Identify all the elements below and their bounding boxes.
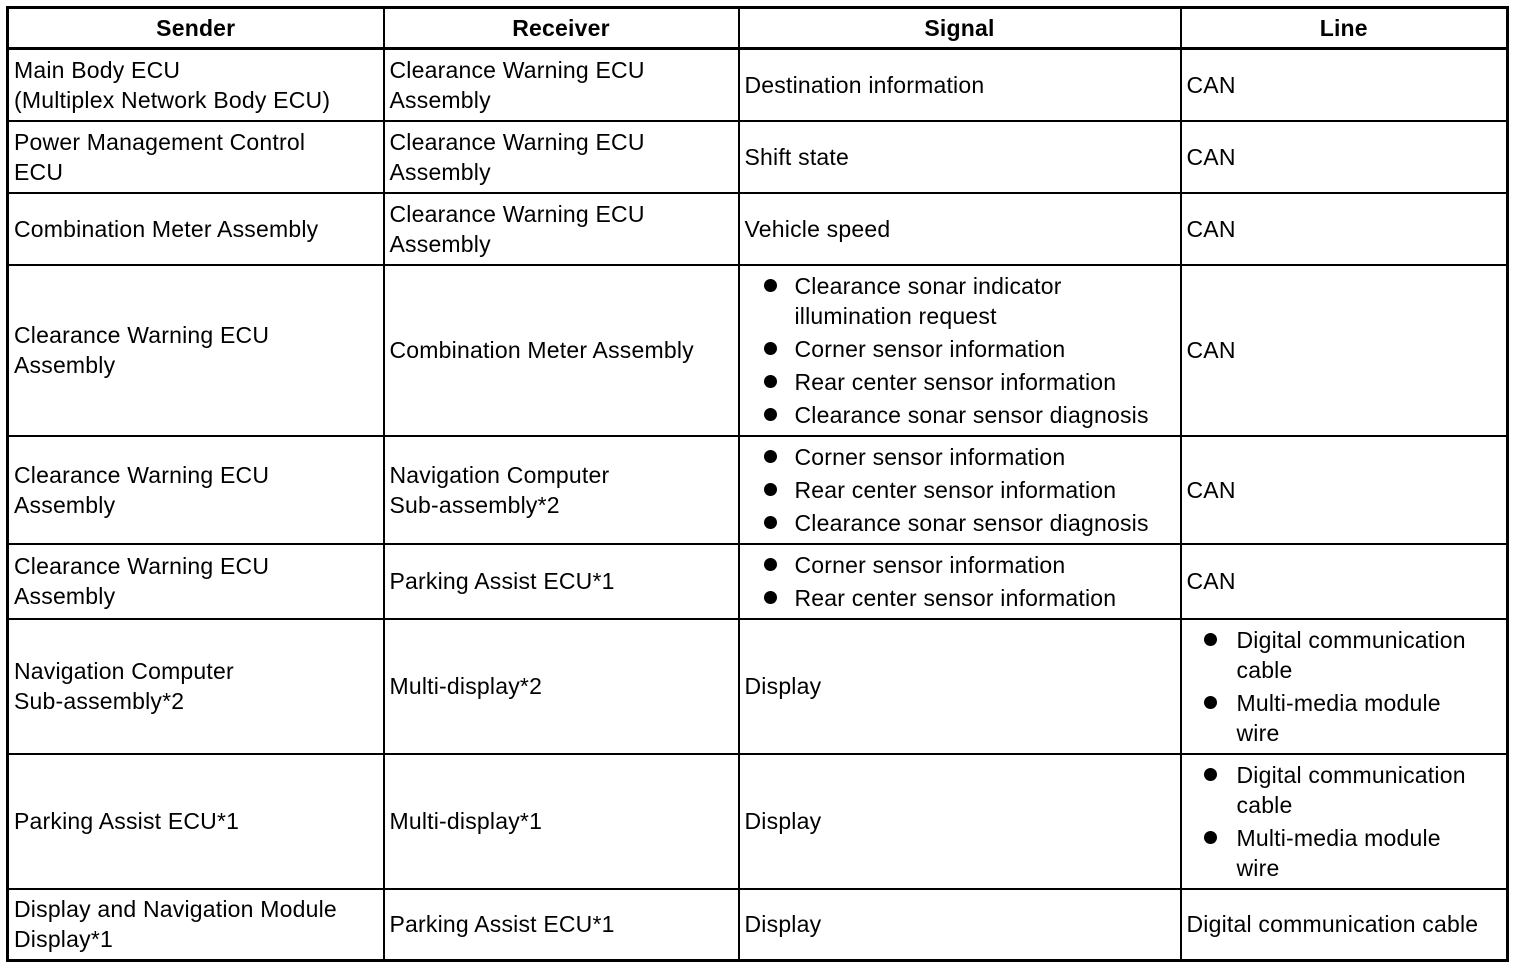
sender-text: Power Management Control ECU xyxy=(14,128,306,185)
bullet-icon xyxy=(1204,831,1217,844)
signal-item-text: Clearance sonar sensor diagnosis xyxy=(794,401,1149,428)
header-row xyxy=(8,8,1508,49)
signal-item-text: Rear center sensor information xyxy=(794,584,1117,611)
receiver-cell xyxy=(384,619,739,754)
table-row xyxy=(8,193,1508,265)
list-item xyxy=(745,583,1175,613)
receiver-cell xyxy=(384,544,739,619)
line-item-text: Multi-media module wire xyxy=(1236,824,1441,881)
receiver-cell xyxy=(384,754,739,889)
list-item xyxy=(1187,625,1502,685)
signal-text: Display xyxy=(744,808,822,834)
line-text: CAN xyxy=(1186,143,1236,170)
signal-item-text: Corner sensor information xyxy=(794,443,1066,470)
bullet-icon xyxy=(764,483,777,496)
sender-text: Clearance Warning ECU Assembly xyxy=(14,461,270,518)
sender-cell xyxy=(8,121,384,193)
sender-cell xyxy=(8,544,384,619)
line-cell xyxy=(1181,754,1508,889)
signal-item-text: Rear center sensor information xyxy=(794,368,1117,395)
bullet-icon xyxy=(764,375,777,388)
table-row xyxy=(8,619,1508,754)
line-cell xyxy=(1181,193,1508,265)
sender-text: Parking Assist ECU*1 xyxy=(14,808,240,834)
signal-cell xyxy=(739,889,1181,961)
sender-text: Clearance Warning ECU Assembly xyxy=(14,322,270,378)
sender-text: Combination Meter Assembly xyxy=(14,215,319,242)
sender-cell xyxy=(8,265,384,436)
signal-text: Display xyxy=(744,673,822,699)
bullet-icon xyxy=(1204,633,1217,646)
line-text: CAN xyxy=(1186,568,1236,594)
signal-cell xyxy=(739,754,1181,889)
receiver-text: Multi-display*1 xyxy=(389,808,543,834)
signal-cell xyxy=(739,619,1181,754)
header-receiver: Receiver xyxy=(384,8,739,49)
header-line: Line xyxy=(1181,8,1508,49)
sender-cell xyxy=(8,436,384,544)
list-item xyxy=(745,442,1175,472)
sender-cell xyxy=(8,49,384,121)
sender-cell xyxy=(8,193,384,265)
line-text: CAN xyxy=(1186,476,1236,503)
signal-cell xyxy=(739,121,1181,193)
receiver-text: Clearance Warning ECU Assembly xyxy=(389,128,645,185)
signal-cell xyxy=(739,544,1181,619)
line-cell xyxy=(1181,49,1508,121)
receiver-text: Navigation Computer Sub-assembly*2 xyxy=(389,461,610,518)
signal-bullet-list xyxy=(745,442,1175,538)
list-item xyxy=(745,475,1175,505)
signal-item-text: Corner sensor information xyxy=(794,335,1066,362)
list-item xyxy=(745,400,1175,430)
table-header xyxy=(8,8,1508,49)
receiver-text: Parking Assist ECU*1 xyxy=(389,911,615,938)
list-item xyxy=(1187,823,1502,883)
signal-item-text: Rear center sensor information xyxy=(794,476,1117,503)
bullet-icon xyxy=(764,408,777,421)
bullet-icon xyxy=(1204,768,1217,781)
line-item-text: Digital communication cable xyxy=(1236,761,1466,818)
communication-table xyxy=(6,6,1509,962)
sender-cell xyxy=(8,754,384,889)
signal-text: Shift state xyxy=(744,143,849,170)
line-text: CAN xyxy=(1186,337,1236,363)
receiver-cell xyxy=(384,193,739,265)
line-cell xyxy=(1181,121,1508,193)
receiver-cell xyxy=(384,49,739,121)
signal-text: Destination information xyxy=(744,71,985,98)
header-sender: Sender xyxy=(8,8,384,49)
list-item xyxy=(745,550,1175,580)
table-row xyxy=(8,544,1508,619)
bullet-icon xyxy=(764,279,777,292)
line-cell xyxy=(1181,436,1508,544)
signal-cell xyxy=(739,436,1181,544)
signal-item-text: Corner sensor information xyxy=(794,551,1066,578)
signal-text: Display xyxy=(744,911,822,938)
receiver-cell xyxy=(384,436,739,544)
bullet-icon xyxy=(764,591,777,604)
table-row xyxy=(8,754,1508,889)
signal-item-text: Clearance sonar indicator illumination request xyxy=(794,272,1062,329)
list-item xyxy=(745,508,1175,538)
line-bullet-list xyxy=(1187,760,1502,883)
line-cell xyxy=(1181,544,1508,619)
line-text: CAN xyxy=(1186,71,1236,98)
sender-text: Navigation Computer Sub-assembly*2 xyxy=(14,658,234,714)
sender-cell xyxy=(8,619,384,754)
table-row xyxy=(8,889,1508,961)
table-row xyxy=(8,121,1508,193)
receiver-text: Multi-display*2 xyxy=(389,673,543,699)
line-text: CAN xyxy=(1186,215,1236,242)
header-signal: Signal xyxy=(739,8,1181,49)
signal-cell xyxy=(739,49,1181,121)
signal-text: Vehicle speed xyxy=(744,215,891,242)
line-cell xyxy=(1181,619,1508,754)
list-item xyxy=(745,334,1175,364)
signal-item-text: Clearance sonar sensor diagnosis xyxy=(794,509,1149,536)
list-item xyxy=(745,271,1175,331)
signal-bullet-list xyxy=(745,271,1175,430)
bullet-icon xyxy=(764,450,777,463)
line-text: Digital communication cable xyxy=(1186,911,1479,938)
signal-cell xyxy=(739,265,1181,436)
line-cell xyxy=(1181,265,1508,436)
list-item xyxy=(1187,688,1502,748)
sender-cell xyxy=(8,889,384,961)
line-item-text: Digital communication cable xyxy=(1236,626,1466,683)
bullet-icon xyxy=(1204,696,1217,709)
table-body xyxy=(8,49,1508,961)
sender-text: Clearance Warning ECU Assembly xyxy=(14,553,270,609)
table-row xyxy=(8,49,1508,121)
receiver-cell xyxy=(384,265,739,436)
line-cell xyxy=(1181,889,1508,961)
sender-text: Main Body ECU (Multiplex Network Body ECU) xyxy=(14,56,331,113)
signal-cell xyxy=(739,193,1181,265)
receiver-text: Clearance Warning ECU Assembly xyxy=(389,56,645,113)
bullet-icon xyxy=(764,558,777,571)
list-item xyxy=(1187,760,1502,820)
line-bullet-list xyxy=(1187,625,1502,748)
table-row xyxy=(8,436,1508,544)
bullet-icon xyxy=(764,516,777,529)
sender-text: Display and Navigation Module Display*1 xyxy=(14,896,337,953)
bullet-icon xyxy=(764,342,777,355)
receiver-text: Combination Meter Assembly xyxy=(389,337,694,363)
receiver-text: Parking Assist ECU*1 xyxy=(389,568,615,594)
receiver-cell xyxy=(384,121,739,193)
table-row xyxy=(8,265,1508,436)
signal-bullet-list xyxy=(745,550,1175,613)
line-item-text: Multi-media module wire xyxy=(1236,689,1441,746)
list-item xyxy=(745,367,1175,397)
receiver-cell xyxy=(384,889,739,961)
receiver-text: Clearance Warning ECU Assembly xyxy=(389,200,645,257)
